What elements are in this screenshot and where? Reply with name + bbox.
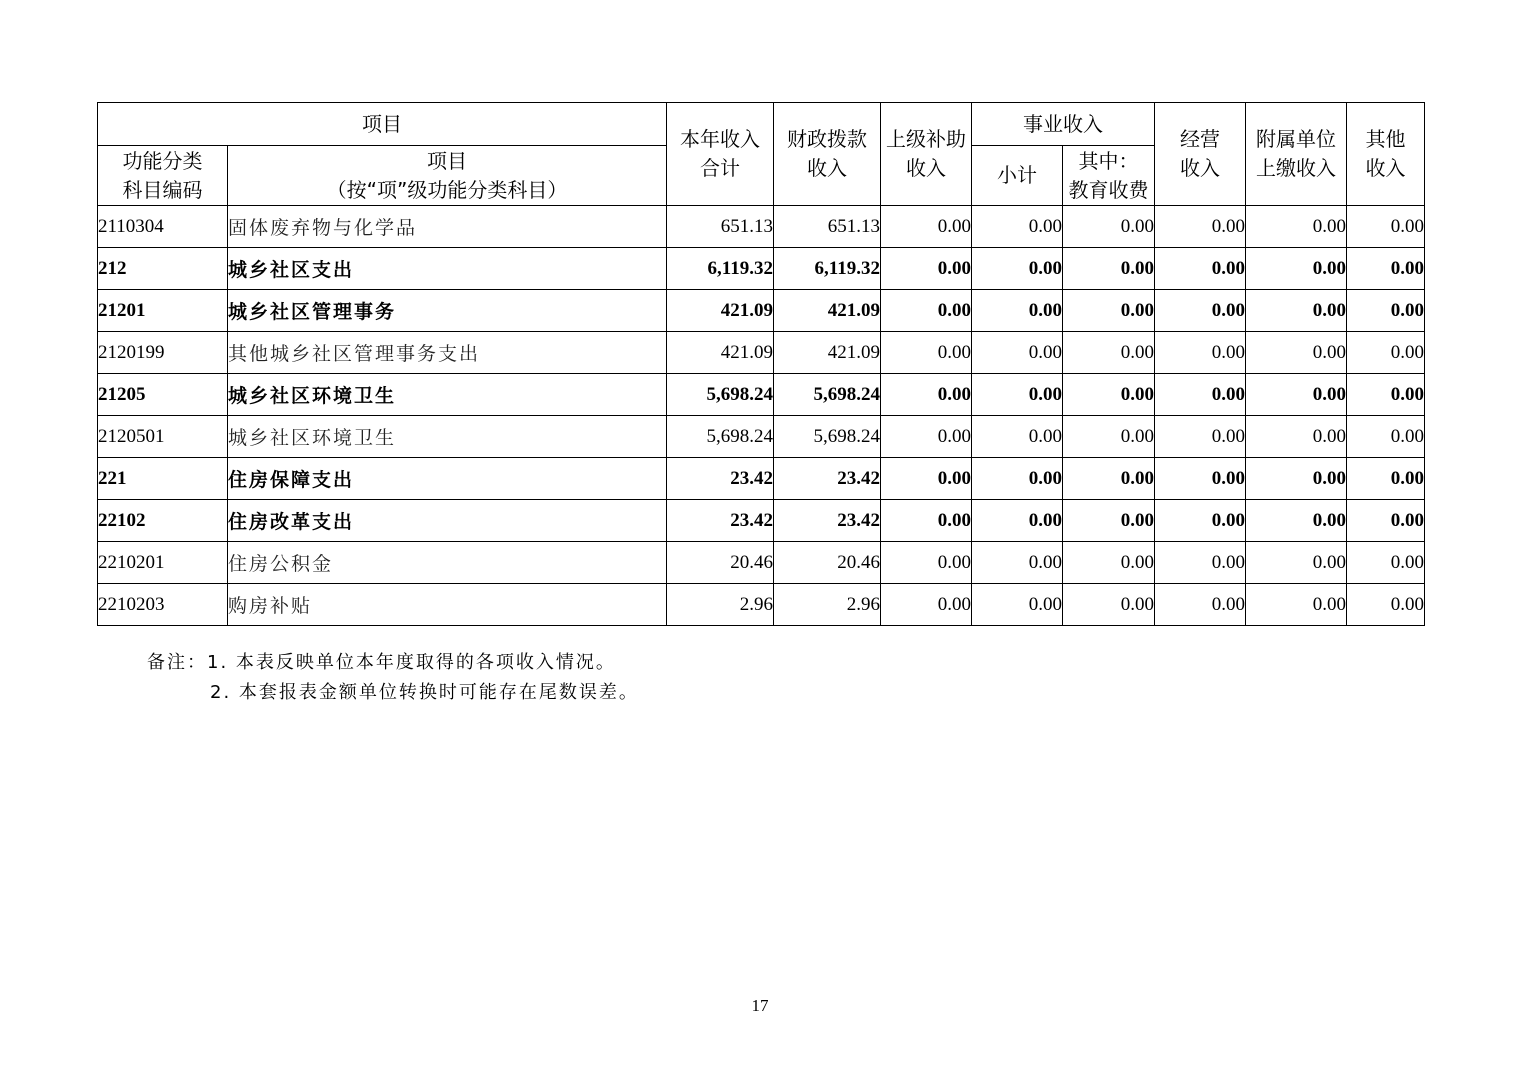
cell-name: 住房改革支出 [228,500,667,542]
note-line [147,648,639,678]
cell-value: 0.00 [1246,332,1347,374]
cell-name: 城乡社区环境卫生 [228,374,667,416]
table-body [98,206,1425,626]
cell-value: 0.00 [1246,500,1347,542]
cell-value: 0.00 [1155,374,1246,416]
cell-value: 0.00 [1063,500,1155,542]
header-operating: 经营 收入 [1155,103,1246,206]
cell-value: 0.00 [972,248,1063,290]
cell-value: 0.00 [1347,416,1425,458]
cell-value: 0.00 [1246,416,1347,458]
cell-value: 23.42 [774,500,881,542]
cell-value: 23.42 [774,458,881,500]
cell-value: 0.00 [881,584,972,626]
cell-value: 0.00 [1246,206,1347,248]
cell-value: 2.96 [774,584,881,626]
cell-value: 0.00 [1246,290,1347,332]
cell-value: 0.00 [881,206,972,248]
cell-code: 221 [98,458,228,500]
cell-value: 0.00 [972,416,1063,458]
table-row [98,206,1425,248]
cell-value: 23.42 [667,500,774,542]
cell-code: 2120199 [98,332,228,374]
cell-value: 421.09 [667,290,774,332]
table-row [98,248,1425,290]
cell-value: 0.00 [1155,416,1246,458]
cell-code: 2210203 [98,584,228,626]
cell-value: 0.00 [1155,584,1246,626]
cell-value: 20.46 [667,542,774,584]
table-row [98,290,1425,332]
table-row [98,500,1425,542]
cell-value: 0.00 [972,374,1063,416]
cell-value: 0.00 [1347,290,1425,332]
cell-value: 5,698.24 [774,416,881,458]
cell-value: 0.00 [881,290,972,332]
cell-code: 21205 [98,374,228,416]
cell-code: 22102 [98,500,228,542]
notes-label: 备注： [147,652,207,673]
cell-value: 0.00 [881,416,972,458]
cell-value: 2.96 [667,584,774,626]
cell-value: 6,119.32 [667,248,774,290]
cell-value: 0.00 [1246,542,1347,584]
cell-value: 651.13 [667,206,774,248]
table-row [98,458,1425,500]
header-func-code: 功能分类 科目编码 [98,146,228,206]
cell-value: 0.00 [881,332,972,374]
cell-value: 0.00 [972,458,1063,500]
note-item: 2. 本套报表金额单位转换时可能存在尾数误差。 [210,682,639,703]
cell-code: 2210201 [98,542,228,584]
cell-value: 0.00 [1063,458,1155,500]
cell-value: 0.00 [1155,206,1246,248]
cell-value: 0.00 [1063,542,1155,584]
cell-code: 2120501 [98,416,228,458]
cell-value: 0.00 [972,500,1063,542]
cell-name: 住房保障支出 [228,458,667,500]
table-row [98,542,1425,584]
cell-value: 0.00 [1347,332,1425,374]
cell-value: 0.00 [1155,290,1246,332]
note-line [147,678,639,708]
table-row [98,332,1425,374]
cell-value: 0.00 [1246,458,1347,500]
table-row [98,374,1425,416]
cell-value: 0.00 [1063,290,1155,332]
cell-code: 2110304 [98,206,228,248]
cell-value: 0.00 [1155,542,1246,584]
cell-value: 0.00 [1063,584,1155,626]
header-item: 项目 [98,103,667,146]
header-business: 事业收入 [972,103,1155,146]
cell-value: 0.00 [1347,542,1425,584]
cell-value: 0.00 [881,374,972,416]
cell-value: 0.00 [1063,248,1155,290]
cell-value: 0.00 [972,584,1063,626]
cell-name: 购房补贴 [228,584,667,626]
cell-value: 0.00 [972,290,1063,332]
cell-value: 0.00 [1155,248,1246,290]
cell-value: 421.09 [774,290,881,332]
cell-value: 0.00 [1063,206,1155,248]
cell-value: 421.09 [667,332,774,374]
cell-value: 5,698.24 [774,374,881,416]
cell-value: 0.00 [1347,374,1425,416]
header-fiscal: 财政拨款 收入 [774,103,881,206]
cell-value: 0.00 [1155,458,1246,500]
cell-value: 0.00 [881,542,972,584]
header-education: 其中： 教育收费 [1063,146,1155,206]
cell-value: 0.00 [1347,500,1425,542]
cell-value: 0.00 [972,332,1063,374]
header-superior: 上级补助 收入 [881,103,972,206]
cell-name: 城乡社区管理事务 [228,290,667,332]
cell-value: 0.00 [1155,500,1246,542]
header-subtotal: 小计 [972,146,1063,206]
cell-value: 0.00 [1063,416,1155,458]
cell-value: 0.00 [1246,584,1347,626]
cell-value: 0.00 [1347,458,1425,500]
page-number: 17 [751,996,769,1015]
cell-value: 20.46 [774,542,881,584]
cell-value: 0.00 [1347,248,1425,290]
notes [147,648,639,708]
cell-value: 5,698.24 [667,374,774,416]
cell-value: 0.00 [1246,248,1347,290]
cell-value: 0.00 [881,500,972,542]
header-total: 本年收入 合计 [667,103,774,206]
header-affiliated: 附属单位 上缴收入 [1246,103,1347,206]
cell-value: 651.13 [774,206,881,248]
cell-value: 5,698.24 [667,416,774,458]
header-item-sub: 项目 （按“项”级功能分类科目） [228,146,667,206]
table-row [98,584,1425,626]
note-item: 1. 本表反映单位本年度取得的各项收入情况。 [207,652,616,673]
cell-code: 212 [98,248,228,290]
cell-value: 421.09 [774,332,881,374]
cell-value: 0.00 [972,206,1063,248]
cell-code: 21201 [98,290,228,332]
cell-name: 城乡社区环境卫生 [228,416,667,458]
cell-value: 0.00 [1155,332,1246,374]
header-other: 其他 收入 [1347,103,1425,206]
cell-value: 0.00 [881,458,972,500]
cell-value: 0.00 [1347,584,1425,626]
cell-value: 0.00 [1063,374,1155,416]
cell-name: 城乡社区支出 [228,248,667,290]
income-table [97,102,1425,626]
cell-value: 23.42 [667,458,774,500]
cell-name: 固体废弃物与化学品 [228,206,667,248]
table-row [98,416,1425,458]
cell-name: 其他城乡社区管理事务支出 [228,332,667,374]
cell-value: 0.00 [1246,374,1347,416]
cell-name: 住房公积金 [228,542,667,584]
cell-value: 0.00 [972,542,1063,584]
cell-value: 0.00 [1347,206,1425,248]
cell-value: 0.00 [881,248,972,290]
cell-value: 0.00 [1063,332,1155,374]
cell-value: 6,119.32 [774,248,881,290]
